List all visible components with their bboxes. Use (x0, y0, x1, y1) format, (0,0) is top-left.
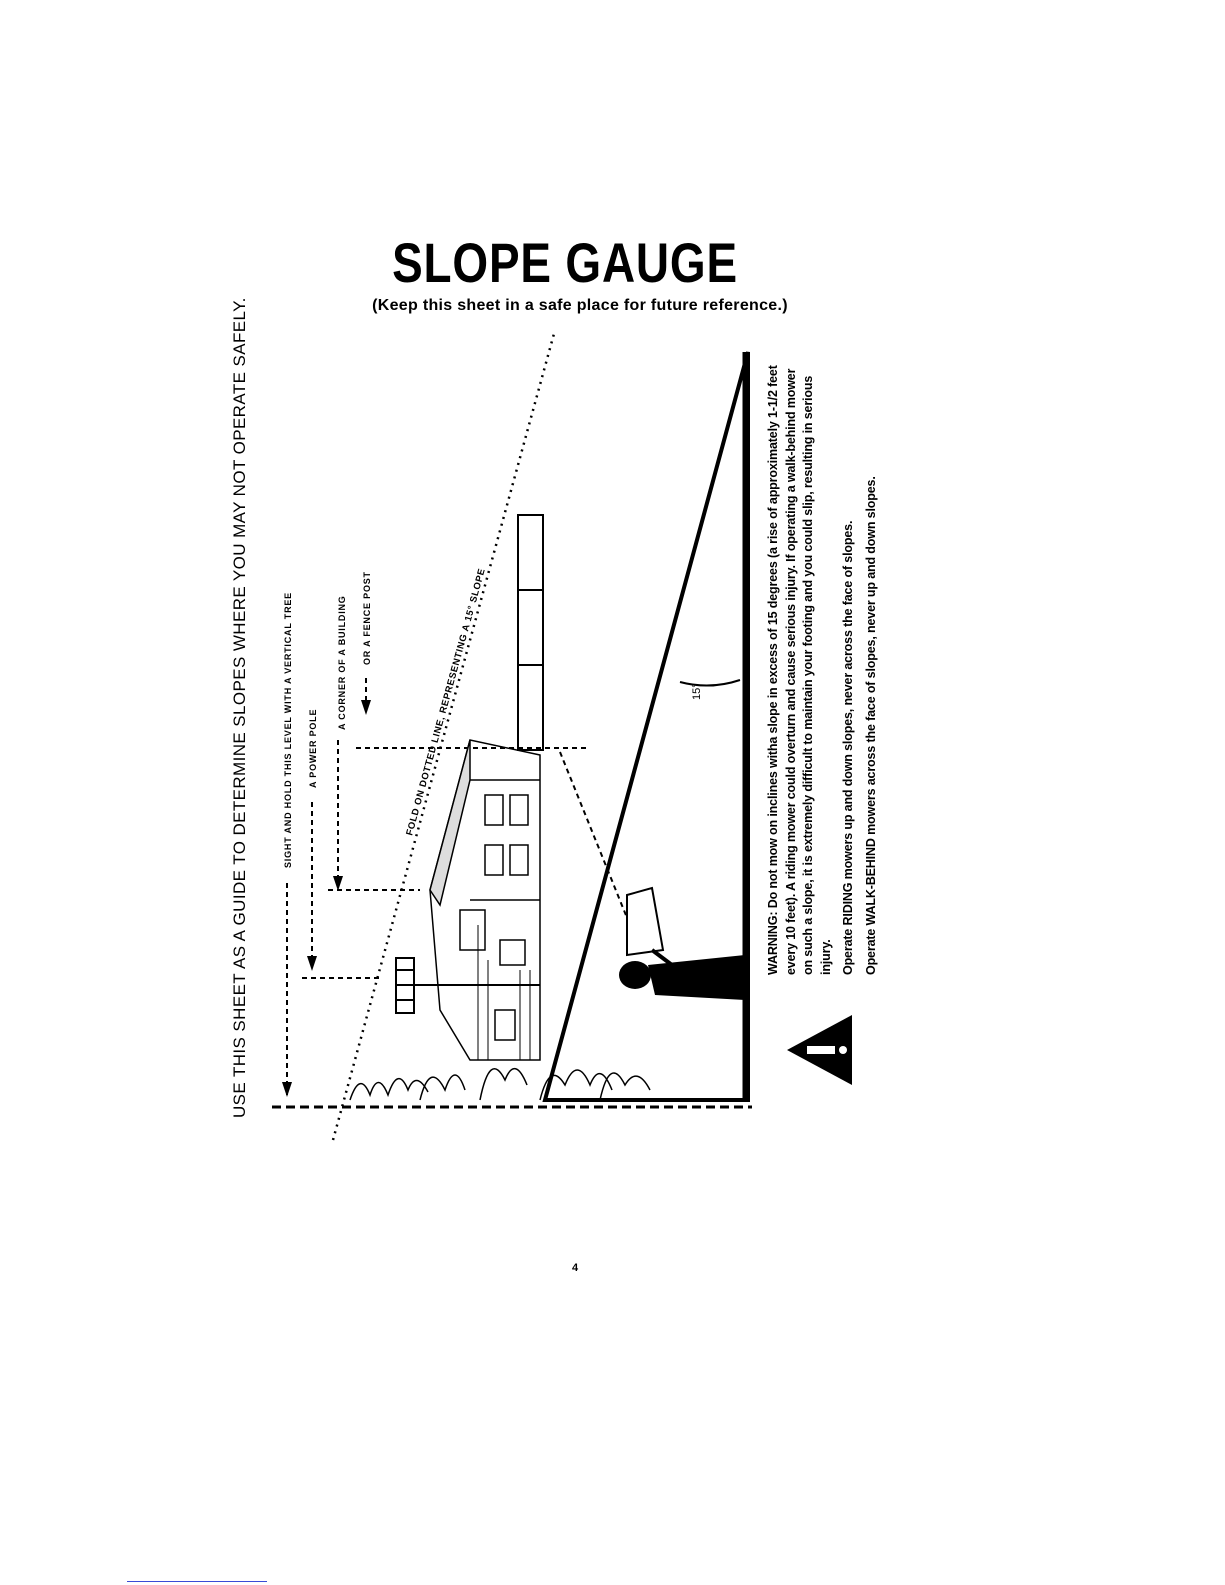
house-illustration (430, 740, 540, 1060)
arrowheads (282, 700, 371, 1097)
fence (518, 515, 543, 750)
footer-link-underline (127, 1581, 267, 1582)
warning-riding-text: Operate RIDING mowers up and down slopes, never across the face of slopes. (841, 520, 855, 975)
fold-line-label: FOLD ON DOTTED LINE, REPRESENTING A 15° SLOPE (404, 567, 488, 837)
warning-triangle-icon (787, 1015, 852, 1085)
person-figure (619, 888, 745, 1000)
power-pole-label: A POWER POLE (308, 708, 318, 788)
fold-dotted-line (333, 330, 555, 1140)
building-corner-label: A CORNER OF A BUILDING (337, 595, 347, 730)
sight-leader-lines (287, 676, 640, 1095)
page-title: SLOPE GAUGE (392, 231, 738, 294)
warning-walk-behind-text: Operate WALK-BEHIND mowers across the face of slopes, never up and down slopes. (863, 476, 878, 975)
sight-level-label: SIGHT AND HOLD THIS LEVEL WITH A VERTICAL TREE (283, 592, 293, 868)
instruction-text: USE THIS SHEET AS A GUIDE TO DETERMINE SLOPES WHERE YOU MAY NOT OPERATE SAFELY. (230, 297, 249, 1118)
fence-post-label: OR A FENCE POST (362, 571, 372, 665)
warning-text-block (765, 355, 885, 975)
power-pole (395, 958, 540, 1013)
angle-label: 15° (691, 683, 703, 700)
warning-main-text: WARNING: Do not mow on inclines witha slope in excess of 15 degrees (a rise of approximately 1-1/2 feet every 10 feet). A riding mower could overturn and cause serious injury. If operating a walk-behind mower on such a slope, it is extremely difficult to maintain your footing and you could slip, resulting in serious injury. (766, 365, 833, 975)
page-number: 4 (571, 1262, 579, 1274)
page-subtitle: (Keep this sheet in a safe place for future reference.) (372, 297, 788, 314)
bushes (350, 1069, 650, 1100)
angle-arc (680, 680, 740, 686)
